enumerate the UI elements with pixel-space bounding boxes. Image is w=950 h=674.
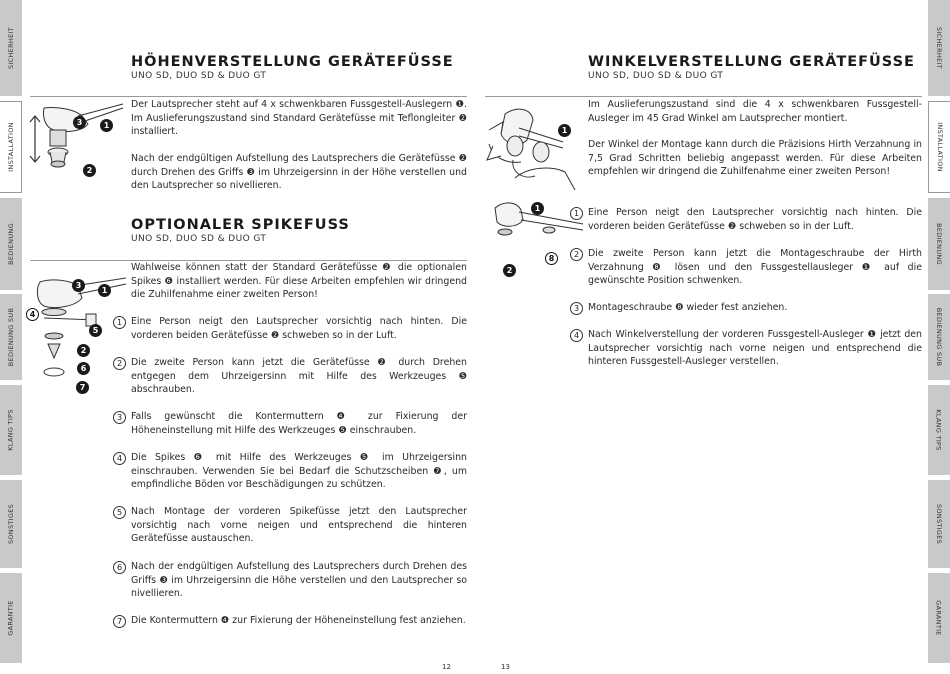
step-item [113,452,467,494]
callout-6: 6 [77,362,90,375]
step-number: 4 [570,329,583,342]
page-number-left: 12 [442,663,451,671]
paragraph: Der Winkel der Montage kann durch die Präzisions Hirth Verzahnung in 7,5 Grad Schritten beliebig angepasst werden. Für diese Arbeiten empfehlen wir dringend die Zuhilfenahme einer zweiten Person! [588,139,922,178]
callout-1: 1 [100,119,113,132]
callout-1: 1 [98,284,111,297]
section-title-spikefuss: OPTIONALER SPIKEFUSS [131,217,350,233]
step-number: 1 [113,316,126,329]
step-text: Nach der endgültigen Aufstellung des Lautsprechers durch Drehen des Griffs ❸ im Uhrzeigersinn die Höhe verstellen und den Lautsprecher so nivellieren. [131,561,467,600]
step-item [113,411,467,439]
callout-2: 2 [503,264,516,277]
step-item [113,506,467,548]
foot-height-illustration [28,100,128,180]
section-subtitle: UNO SD, DUO SD & DUO GT [131,234,267,244]
callout-4: 4 [26,308,39,321]
step-text: Die Kontermuttern ❹ zur Fixierung der Höheneinstellung fest anziehen. [131,615,466,626]
paragraph: Wahlweise können statt der Standard Gerätefüsse ❷ die optionalen Spikes ❻ installiert werden. Für diese Arbeiten empfehlen wir dringend die Zuhilfenahme einer zweiten Person! [131,262,467,301]
tab-garantie-right[interactable]: GARANTIE [928,573,950,663]
step-number: 2 [570,248,583,261]
paragraph: Nach der endgültigen Aufstellung des Lautsprechers die Gerätefüsse ❷ durch Drehen des Griffs ❸ im Uhrzeigersinn in der Höhe verstellen und den Lautsprecher so nivellieren. [131,153,467,192]
divider [30,96,467,97]
step-number: 6 [113,561,126,574]
tab-bedienung-sub[interactable]: BEDIENUNG SUB [0,294,22,380]
callout-2: 2 [83,164,96,177]
step-number: 2 [113,357,126,370]
section-title-hoehenverstellung: HÖHENVERSTELLUNG GERÄTEFÜSSE [131,54,454,70]
step-number: 5 [113,506,126,519]
step-number: 4 [113,452,126,465]
speaker-foot-drawing [28,100,128,180]
page-number-right: 13 [501,663,510,671]
step-text: Die zweite Person kann jetzt die Montageschraube der Hirth Verzahnung ❽ lösen und den Fussgestellausleger ❶ auf die gewünschte Position schwenken. [588,248,922,287]
step-text: Die Spikes ❻ mit Hilfe des Werkzeuges ❺ im Uhrzeigersinn einschrauben. Verwenden Sie bei Bedarf die Schutzscheiben ❼, um empfindliche Böden vor Beschädigungen zu schützen. [131,452,467,491]
step-item [570,329,922,371]
step-number: 3 [570,302,583,315]
step-number: 3 [113,411,126,424]
tab-sonstiges[interactable]: SONSTIGES [0,480,22,568]
tab-klang-tips[interactable]: KLANG TIPS [0,385,22,475]
step-text: Nach Montage der vorderen Spikefüsse jetzt den Lautsprecher vorsichtig nach vorne neigen und entsprechend die hinteren Gerätefüsse austauschen. [131,506,467,545]
step-text: Eine Person neigt den Lautsprecher vorsichtig nach hinten. Die vorderen beiden Gerätefüsse ❷ schweben so in der Luft. [131,316,467,341]
step-item [570,302,922,316]
divider [485,96,922,97]
step-item [113,357,467,399]
callout-8: 8 [545,252,558,265]
tab-bedienung-sub-right[interactable]: BEDIENUNG SUB [928,294,950,380]
section-title-winkelverstellung: WINKELVERSTELLUNG GERÄTEFÜSSE [588,54,915,70]
tab-sicherheit-right[interactable]: SICHERHEIT [928,0,950,96]
tab-installation-right[interactable]: INSTALLATION [928,101,950,193]
callout-5: 5 [89,324,102,337]
step-number: 7 [113,615,126,628]
step-text: Die zweite Person kann jetzt die Gerätefüsse ❷ durch Drehen entgegen dem Uhrzeigersinn mit Hilfe des Werkzeuges ❺ abschrauben. [131,357,467,396]
step-number: 1 [570,207,583,220]
tab-garantie[interactable]: GARANTIE [0,573,22,663]
step-text: Eine Person neigt den Lautsprecher vorsichtig nach hinten. Die vorderen beiden Gerätefüsse ❷ schweben so in der Luft. [588,207,922,232]
callout-1: 1 [558,124,571,137]
callout-2: 2 [77,344,90,357]
step-item [570,248,922,290]
callout-1: 1 [531,202,544,215]
step-item [113,561,467,603]
paragraph: Der Lautsprecher steht auf 4 x schwenkbaren Fussgestell-Auslegern ❶. Im Auslieferungszustand sind Standard Gerätefüsse mit Teflongleiter ❷ installiert. [131,99,467,138]
tab-klang-tips-right[interactable]: KLANG TIPS [928,385,950,475]
tab-bedienung-right[interactable]: BEDIENUNG [928,198,950,290]
callout-7: 7 [76,381,89,394]
tab-sicherheit[interactable]: SICHERHEIT [0,0,22,96]
callout-3: 3 [72,279,85,292]
side-tabs-right [928,0,950,674]
step-item [113,316,467,344]
step-text: Nach Winkelverstellung der vorderen Fussgestell-Ausleger ❶ jetzt den Lautsprecher vorsichtig nach vorne neigen und entsprechend die hinteren Fussgestell-Ausleger verstellen. [588,329,922,368]
section-subtitle: UNO SD, DUO SD & DUO GT [131,71,267,81]
section-subtitle: UNO SD, DUO SD & DUO GT [588,71,724,81]
paragraph: Im Auslieferungszustand sind die 4 x schwenkbaren Fussgestell-Ausleger im 45 Grad Winkel am Lautsprecher montiert. [588,99,922,124]
step-item [570,207,922,235]
tab-bedienung[interactable]: BEDIENUNG [0,198,22,290]
tab-installation[interactable]: INSTALLATION [0,101,22,193]
step-item [113,615,467,643]
tab-sonstiges-right[interactable]: SONSTIGES [928,480,950,568]
step-text: Montageschraube ❽ wieder fest anziehen. [588,302,788,313]
callout-3: 3 [73,116,86,129]
side-tabs-left [0,0,22,674]
step-text: Falls gewünscht die Kontermuttern ❹ zur Fixierung der Höheneinstellung mit Hilfe des Werkzeuges ❺ einschrauben. [131,411,467,436]
